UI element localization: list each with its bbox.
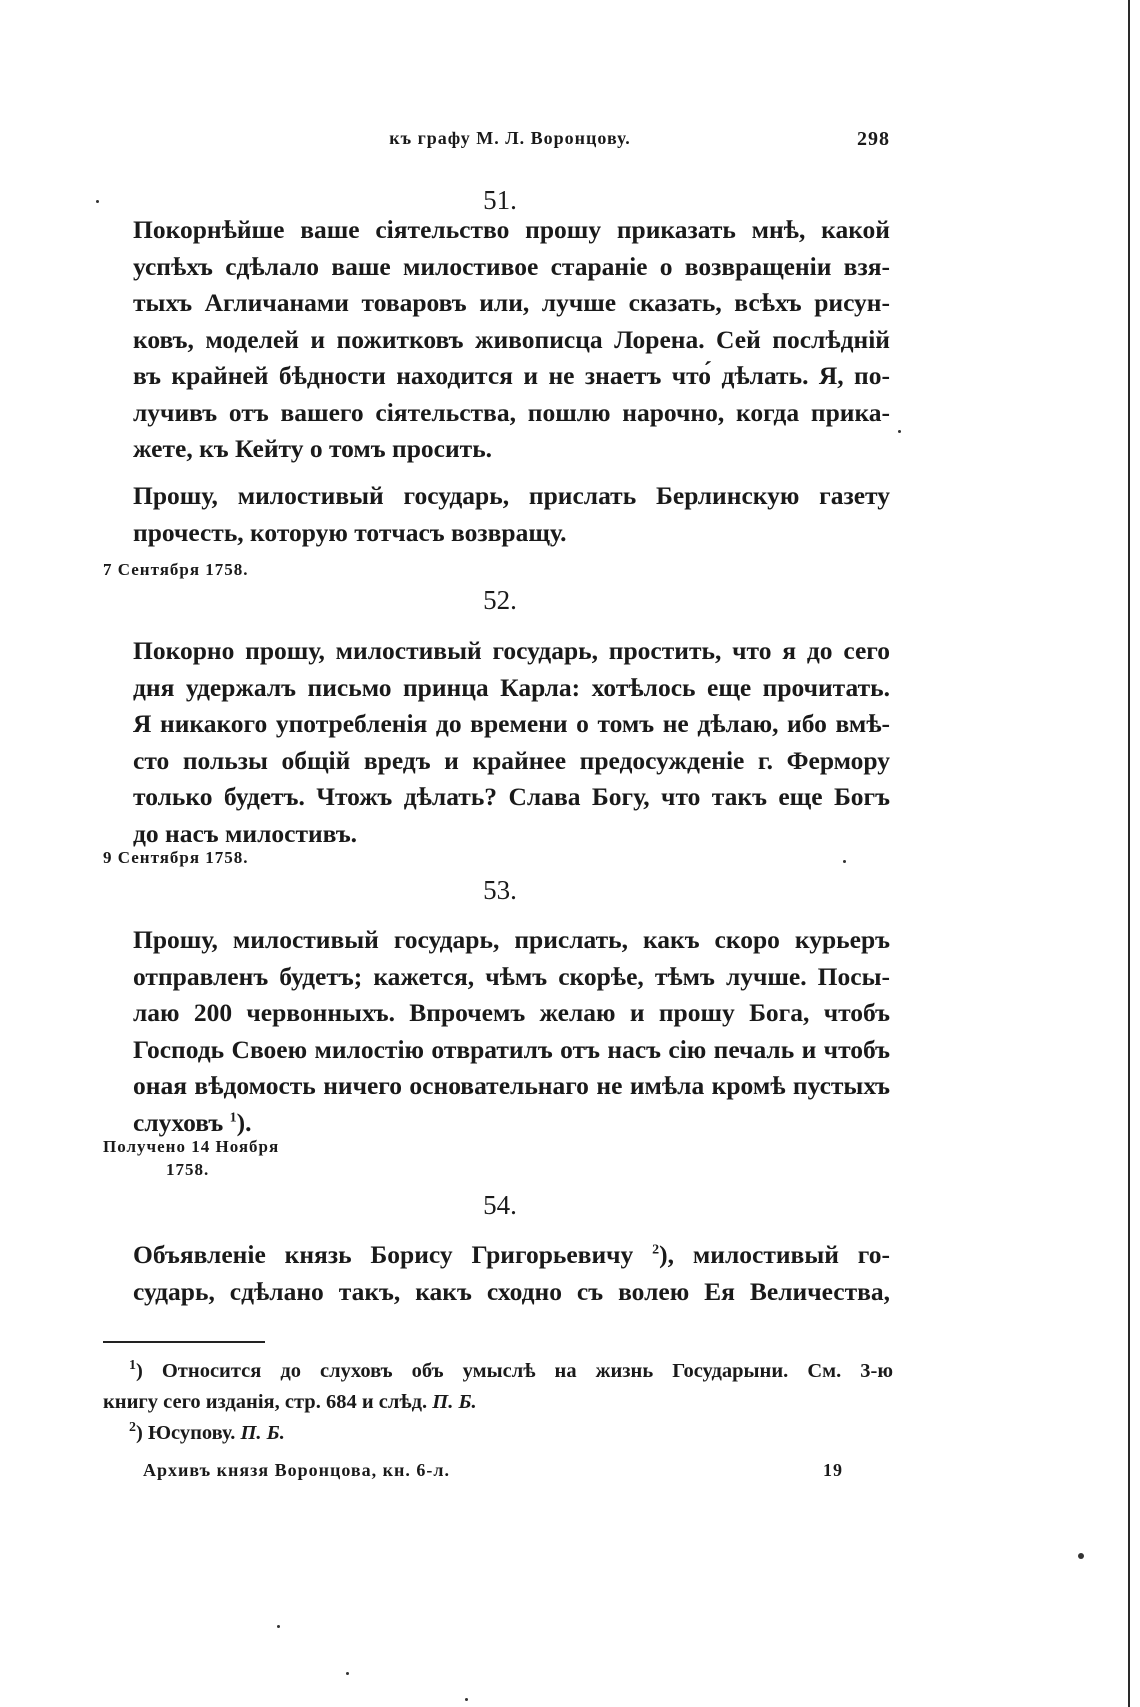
running-head-title: къ графу М. Л. Воронцову.	[389, 128, 631, 148]
footer-source: Архивъ князя Воронцова, кн. 6-л.	[143, 1460, 450, 1480]
footnote-ref-1[interactable]: 1	[229, 1110, 237, 1125]
footnote-sign: П. Б.	[432, 1391, 477, 1413]
text-line: до насъ милостивъ.	[133, 818, 358, 848]
letter-51-paragraph-2	[133, 478, 890, 551]
scan-speck	[898, 430, 901, 433]
footnote-marker: 1	[129, 1358, 136, 1374]
running-head	[130, 128, 890, 154]
text-fragment: ), милостивый го-	[659, 1240, 890, 1269]
text-fragment: ).	[236, 1107, 252, 1137]
text-line: въ крайней бѣдности находится и не знаетъ что́ дѣлать. Я, по-	[133, 361, 890, 390]
page-number: 298	[857, 128, 890, 150]
text-line: ковъ, моделей и пожитковъ живописца Лорена. Сей послѣдній	[133, 324, 890, 354]
text-line: сударь, сдѣлано такъ, какъ сходно съ волею Ея Величества,	[133, 1276, 890, 1306]
text-line: только будетъ. Чтожъ дѣлать? Слава Богу, что такъ еще Богъ	[133, 782, 890, 811]
scan-speck	[1078, 1553, 1084, 1559]
scan-speck	[277, 1625, 280, 1628]
text-line	[133, 1105, 890, 1142]
scan-speck	[346, 1672, 349, 1675]
letter-54-paragraph-1	[133, 1237, 890, 1310]
footnote-2	[103, 1418, 893, 1449]
text-line: лучивъ отъ вашего сіятельства, пошлю нарочно, когда прика-	[133, 397, 890, 427]
text-line: Я никакого употребленія до времени о томъ не дѣлаю, ибо вмѣ-	[133, 709, 890, 738]
footnote-sign: П. Б.	[240, 1422, 285, 1444]
text-line: прочесть, которую тотчасъ возвращу.	[133, 517, 567, 547]
text-fragment: книгу сего изданія, стр. 684 и слѣд.	[103, 1391, 428, 1413]
letter-number-52: 52.	[483, 585, 517, 615]
text-line: Господь Своею милостію отвратилъ отъ насъ сію печаль и чтобъ	[133, 1034, 890, 1064]
footnote-line	[103, 1356, 893, 1387]
scan-speck	[843, 860, 846, 863]
letter-number-54: 54.	[483, 1190, 517, 1220]
text-fragment: слуховъ	[133, 1107, 224, 1137]
text-fragment: ) Юсупову.	[136, 1422, 236, 1444]
text-line: Прошу, милостивый государь, прислать Берлинскую газету	[133, 481, 890, 510]
text-line: сто пользы общій вредъ и крайнее предосужденіе г. Фермору	[133, 745, 890, 775]
text-line: дня удержалъ письмо принца Карла: хотѣлось еще прочитать.	[133, 672, 890, 702]
letter-number-51: 51.	[483, 185, 517, 215]
signature-mark: 19	[823, 1460, 843, 1480]
text-line	[133, 1237, 890, 1274]
text-line: отправленъ будетъ; кажется, чѣмъ скорѣе, тѣмъ лучше. Посы-	[133, 961, 890, 991]
text-line: тыхъ Агличанами товаровъ или, лучше сказать, всѣхъ рисун-	[133, 288, 890, 317]
footnote-marker: 2	[129, 1420, 136, 1436]
text-line: успѣхъ сдѣлало ваше милостивое стараніе о возвращеніи взя-	[133, 251, 890, 281]
footnote-line	[103, 1387, 893, 1418]
text-line: Прошу, милостивый государь, прислать, какъ скоро курьеръ	[133, 925, 890, 954]
text-fragment: Объявленіе князь Борису Григорьевичу	[133, 1240, 634, 1269]
footnote-rule	[103, 1341, 265, 1343]
letter-number-53: 53.	[483, 875, 517, 905]
footnote-line	[103, 1418, 893, 1449]
footnote-ref-2[interactable]: 2	[652, 1242, 660, 1258]
letter-53-paragraph-1	[133, 922, 890, 1141]
text-line: Покорнѣйше ваше сіятельство прошу приказать мнѣ, какой	[133, 215, 890, 244]
scan-speck	[96, 200, 99, 203]
footnote-1	[103, 1356, 893, 1418]
text-line: лаю 200 червонныхъ. Впрочемъ желаю и прошу Бога, чтобъ	[133, 998, 890, 1027]
text-line: Покорно прошу, милостивый государь, простить, что я до сего	[133, 636, 890, 665]
text-line: оная вѣдомость ничего основательнаго не имѣла кромѣ пустыхъ	[133, 1071, 890, 1100]
letter-53-date-received: Получено 14 Ноября	[103, 1137, 280, 1156]
page-edge-line	[1128, 0, 1130, 1707]
letter-52-date: 9 Сентября 1758.	[103, 848, 249, 867]
text-fragment: ) Относится до слуховъ объ умыслѣ на жизнь Государыни. См. 3-ю	[136, 1360, 893, 1382]
letter-51-paragraph-1	[133, 212, 890, 468]
letter-51-date: 7 Сентября 1758.	[103, 560, 249, 579]
letter-52-paragraph-1	[133, 633, 890, 852]
scan-speck	[465, 1698, 468, 1701]
page-footer	[143, 1460, 843, 1481]
letter-53-date-year: 1758.	[166, 1160, 210, 1179]
text-line: жете, къ Кейту о томъ просить.	[133, 434, 493, 463]
